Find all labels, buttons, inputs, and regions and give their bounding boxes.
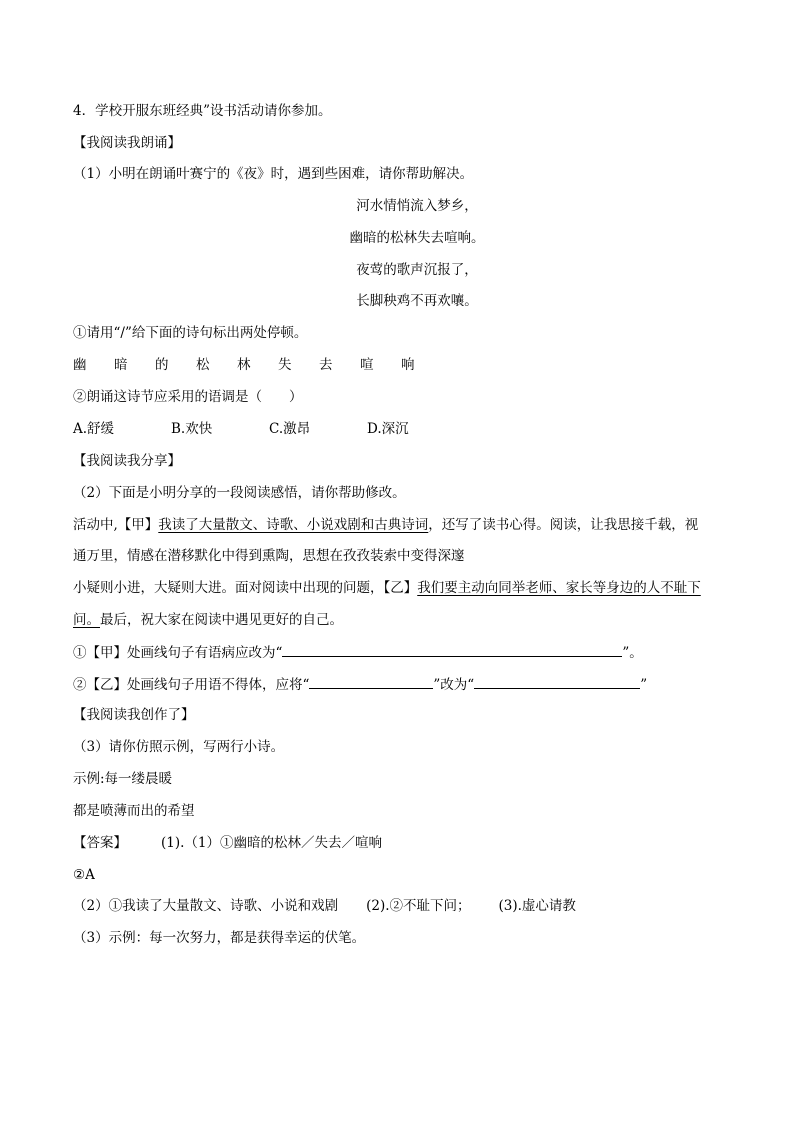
pause-char: 失: [278, 357, 292, 373]
passage-text: 小疑则小进，大疑则大进。面对阅读中出现的问题，【乙】: [73, 580, 418, 596]
question-text: ”: [640, 677, 648, 693]
underlined-sentence-jia: 我读了大量散文、诗歌、小说戏剧和古典诗词: [158, 517, 429, 533]
section-header-recite: 【我阅读我朗诵】: [73, 135, 181, 151]
underlined-sentence-yi-end: 问。: [73, 612, 100, 628]
answer-label: 【答案】: [73, 835, 127, 851]
pause-char: 的: [155, 357, 169, 373]
option-c: C.激昂: [269, 421, 311, 437]
answer-blank[interactable]: [474, 674, 640, 689]
answer-text: (3).虚心请教: [498, 898, 576, 914]
poem-line-4: 长脚秧鸡不再欢嚷。: [356, 293, 478, 309]
question-2-2: [73, 674, 647, 695]
pause-char: 林: [237, 357, 251, 373]
question-1-2: ②朗诵这诗节应采用的语调是（ ）: [73, 389, 303, 405]
answer-blank[interactable]: [282, 642, 622, 657]
answer-line-4: （3）示例：每一次努力，都是获得幸运的伏笔。: [73, 930, 366, 946]
passage-text: ，还写了读书心得。阅读，让我思接千载，视: [428, 517, 699, 533]
question-text: ”改为“: [433, 677, 475, 693]
question-2-1: [73, 642, 643, 663]
question-2-prompt: （2）下面是小明分享的一段阅读感悟，请你帮助修改。: [73, 485, 406, 501]
option-b: B.欢快: [171, 421, 213, 437]
question-text: ”。: [622, 645, 643, 661]
answer-text: （2）①我读了大量散文、诗歌、小说和戏剧: [73, 898, 339, 914]
passage-text: 最后，祝大家在阅读中遇见更好的自己。: [100, 612, 343, 628]
poem-line-3: 夜莺的歌声沉报了，: [356, 262, 478, 278]
pause-chars: [73, 355, 442, 375]
pause-char: 响: [401, 357, 415, 373]
answer-text: (2).②不耻下问；: [366, 898, 471, 914]
answer-blank[interactable]: [309, 674, 433, 689]
passage-line-4: [73, 610, 343, 630]
poem-line-1: 河水情悄流入梦乡，: [356, 198, 478, 214]
pause-char: 松: [196, 357, 210, 373]
question-title: 4．学校开服东班经典”设书活动请你参加。: [73, 103, 332, 119]
answer-line-1: [73, 833, 382, 853]
section-header-create: 【我阅读我创作了】: [73, 707, 195, 723]
question-1-1: ①请用“/”给下面的诗句标出两处停顿。: [73, 325, 308, 341]
pause-char: 喧: [360, 357, 374, 373]
passage-line-3: [73, 578, 701, 598]
question-text: ①【甲】处画线句子有语病应改为“: [73, 645, 283, 661]
question-3-prompt: （3）请你仿照示例，写两行小诗。: [73, 739, 285, 755]
pause-char: 去: [319, 357, 333, 373]
example-line-1: 示例:每一缕晨暖: [73, 771, 173, 787]
underlined-sentence-yi: 我们要主动向同举老师、家长等身边的人不耻下: [417, 580, 701, 596]
passage-line-1: [73, 515, 698, 535]
option-d: D.深沉: [367, 421, 409, 437]
answer-line-3: [73, 896, 576, 916]
example-line-2: 都是喷薄而出的希望: [73, 803, 195, 819]
option-a: A.舒缓: [73, 421, 115, 437]
pause-char: 幽: [73, 357, 87, 373]
answer-line-2: ②A: [73, 867, 95, 883]
poem-line-2: 幽暗的松林失去喧响。: [349, 230, 485, 246]
options-row: [73, 419, 465, 439]
answer-text: (1).（1）①幽暗的松林／失去／喧响: [161, 835, 383, 851]
passage-text: 活动中,【甲】: [73, 517, 159, 533]
passage-line-2: 通万里，情感在潜移默化中得到熏陶，思想在孜孜装索中变得深邃: [73, 548, 465, 564]
section-header-share: 【我阅读我分享】: [73, 453, 181, 469]
question-text: ②【乙】处画线句子用语不得体，应将“: [73, 677, 310, 693]
question-1-prompt: （1）小明在朗诵叶赛宁的《夜》时，遇到些困难，请你帮助解决。: [73, 166, 474, 182]
pause-char: 暗: [114, 357, 128, 373]
